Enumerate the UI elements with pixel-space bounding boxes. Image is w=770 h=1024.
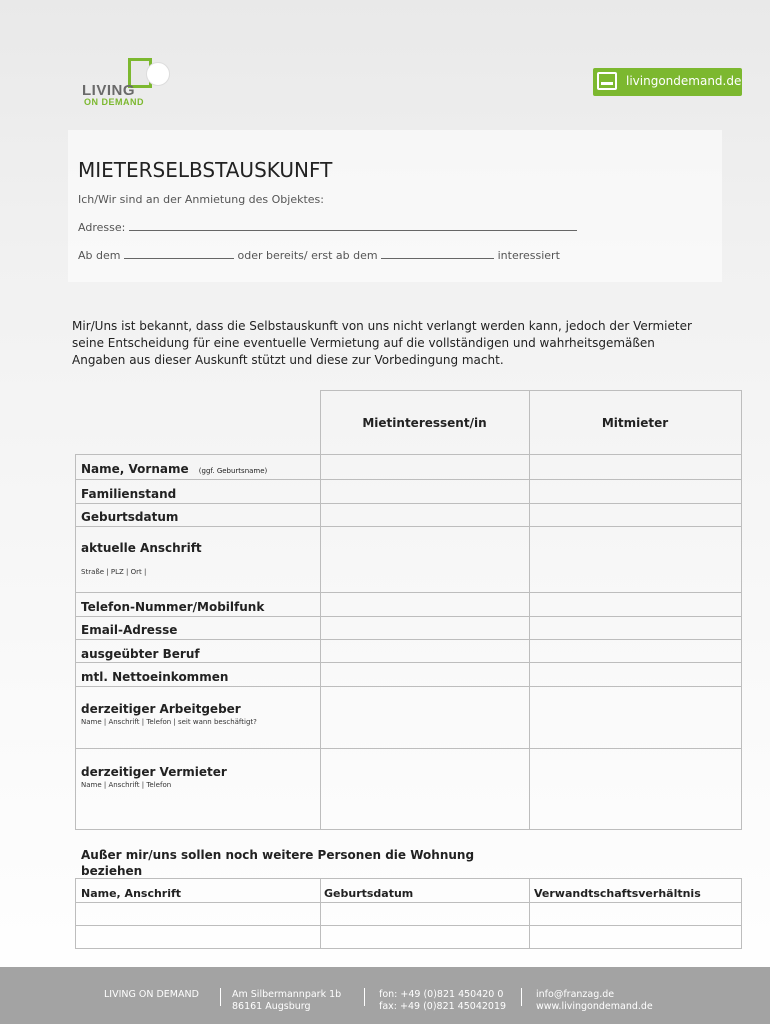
address-label: Adresse: bbox=[78, 221, 126, 234]
col-header-co-tenant: Mitmieter bbox=[601, 416, 669, 430]
from-date-field[interactable] bbox=[124, 248, 234, 259]
intro-paragraph: Mir/Uns ist bekannt, dass die Selbstauskunft von uns nicht verlangt werden kann, jedoch der Vermieter seine Entscheidung für eine eventuelle Vermietung auf die vollständigen und wahrheitsgemäßen Angaben aus dieser Auskunft stützt und diese zur Vorbedingung macht. bbox=[72, 319, 692, 367]
row-label-net-income: mtl. Nettoeinkommen bbox=[81, 670, 229, 684]
logo-text-living: LIVING bbox=[82, 82, 136, 99]
date-line bbox=[78, 248, 560, 262]
row-label-marital-status: Familienstand bbox=[81, 487, 177, 501]
footer-divider bbox=[364, 988, 365, 1006]
row-note-employer: Name | Anschrift | Telefon | seit wann beschäftigt? bbox=[81, 718, 257, 726]
row-label-name: Name, Vorname (ggf. Geburtsname) bbox=[81, 462, 268, 476]
row-label-profession: ausgeübter Beruf bbox=[81, 647, 200, 661]
footer-phone: fon: +49 (0)821 450420 0 bbox=[379, 989, 504, 1000]
page-title: MIETERSELBSTAUSKUNFT bbox=[78, 158, 333, 182]
col-header-applicant: Mietinteressent/in bbox=[362, 416, 487, 430]
website-text: livingondemand.de bbox=[626, 74, 742, 88]
footer-company: LIVING ON DEMAND bbox=[104, 989, 199, 1000]
row-label-landlord: derzeitiger Vermieter bbox=[81, 765, 227, 779]
logo-text-on-demand: ON DEMAND bbox=[84, 97, 144, 107]
persons-heading-line1: Außer mir/uns sollen noch weitere Personen die Wohnung bbox=[81, 848, 475, 862]
later-date-field[interactable] bbox=[381, 248, 494, 259]
website-badge[interactable] bbox=[593, 68, 742, 96]
or-label: oder bereits/ erst ab dem bbox=[237, 249, 378, 262]
footer-divider bbox=[521, 988, 522, 1006]
footer-street: Am Silbermannpark 1b bbox=[232, 989, 342, 1000]
footer-fax: fax: +49 (0)821 45042019 bbox=[379, 1001, 507, 1012]
row-label-phone: Telefon-Nummer/Mobilfunk bbox=[81, 600, 265, 614]
persons-heading-line2: beziehen bbox=[81, 864, 143, 878]
footer-web[interactable]: www.livingondemand.de bbox=[536, 1001, 653, 1012]
interested-label: interessiert bbox=[497, 249, 560, 262]
persons-col-name-address: Name, Anschrift bbox=[81, 887, 182, 900]
brand-logo bbox=[82, 56, 182, 108]
row-label-birthdate: Geburtsdatum bbox=[81, 510, 179, 524]
footer-email[interactable]: info@franzag.de bbox=[536, 989, 615, 1000]
row-label-employer: derzeitiger Arbeitgeber bbox=[81, 702, 241, 716]
footer bbox=[0, 967, 770, 1024]
row-note-birth-name: (ggf. Geburtsname) bbox=[198, 467, 268, 475]
logo-tree-icon bbox=[146, 62, 170, 86]
row-label-email: Email-Adresse bbox=[81, 623, 178, 637]
monitor-icon bbox=[597, 72, 617, 90]
footer-city: 86161 Augsburg bbox=[232, 1001, 311, 1012]
row-note-landlord: Name | Anschrift | Telefon bbox=[81, 781, 172, 789]
address-field[interactable] bbox=[129, 220, 577, 231]
row-note-address: Straße | PLZ | Ort | bbox=[81, 568, 147, 576]
footer-divider bbox=[220, 988, 221, 1006]
persons-col-birthdate: Geburtsdatum bbox=[324, 887, 414, 900]
object-line: Ich/Wir sind an der Anmietung des Objektes: bbox=[78, 193, 324, 206]
from-label: Ab dem bbox=[78, 249, 121, 262]
row-label-current-address: aktuelle Anschrift bbox=[81, 541, 202, 555]
persons-col-relationship: Verwandtschaftsverhältnis bbox=[534, 887, 701, 900]
address-line bbox=[78, 220, 577, 234]
